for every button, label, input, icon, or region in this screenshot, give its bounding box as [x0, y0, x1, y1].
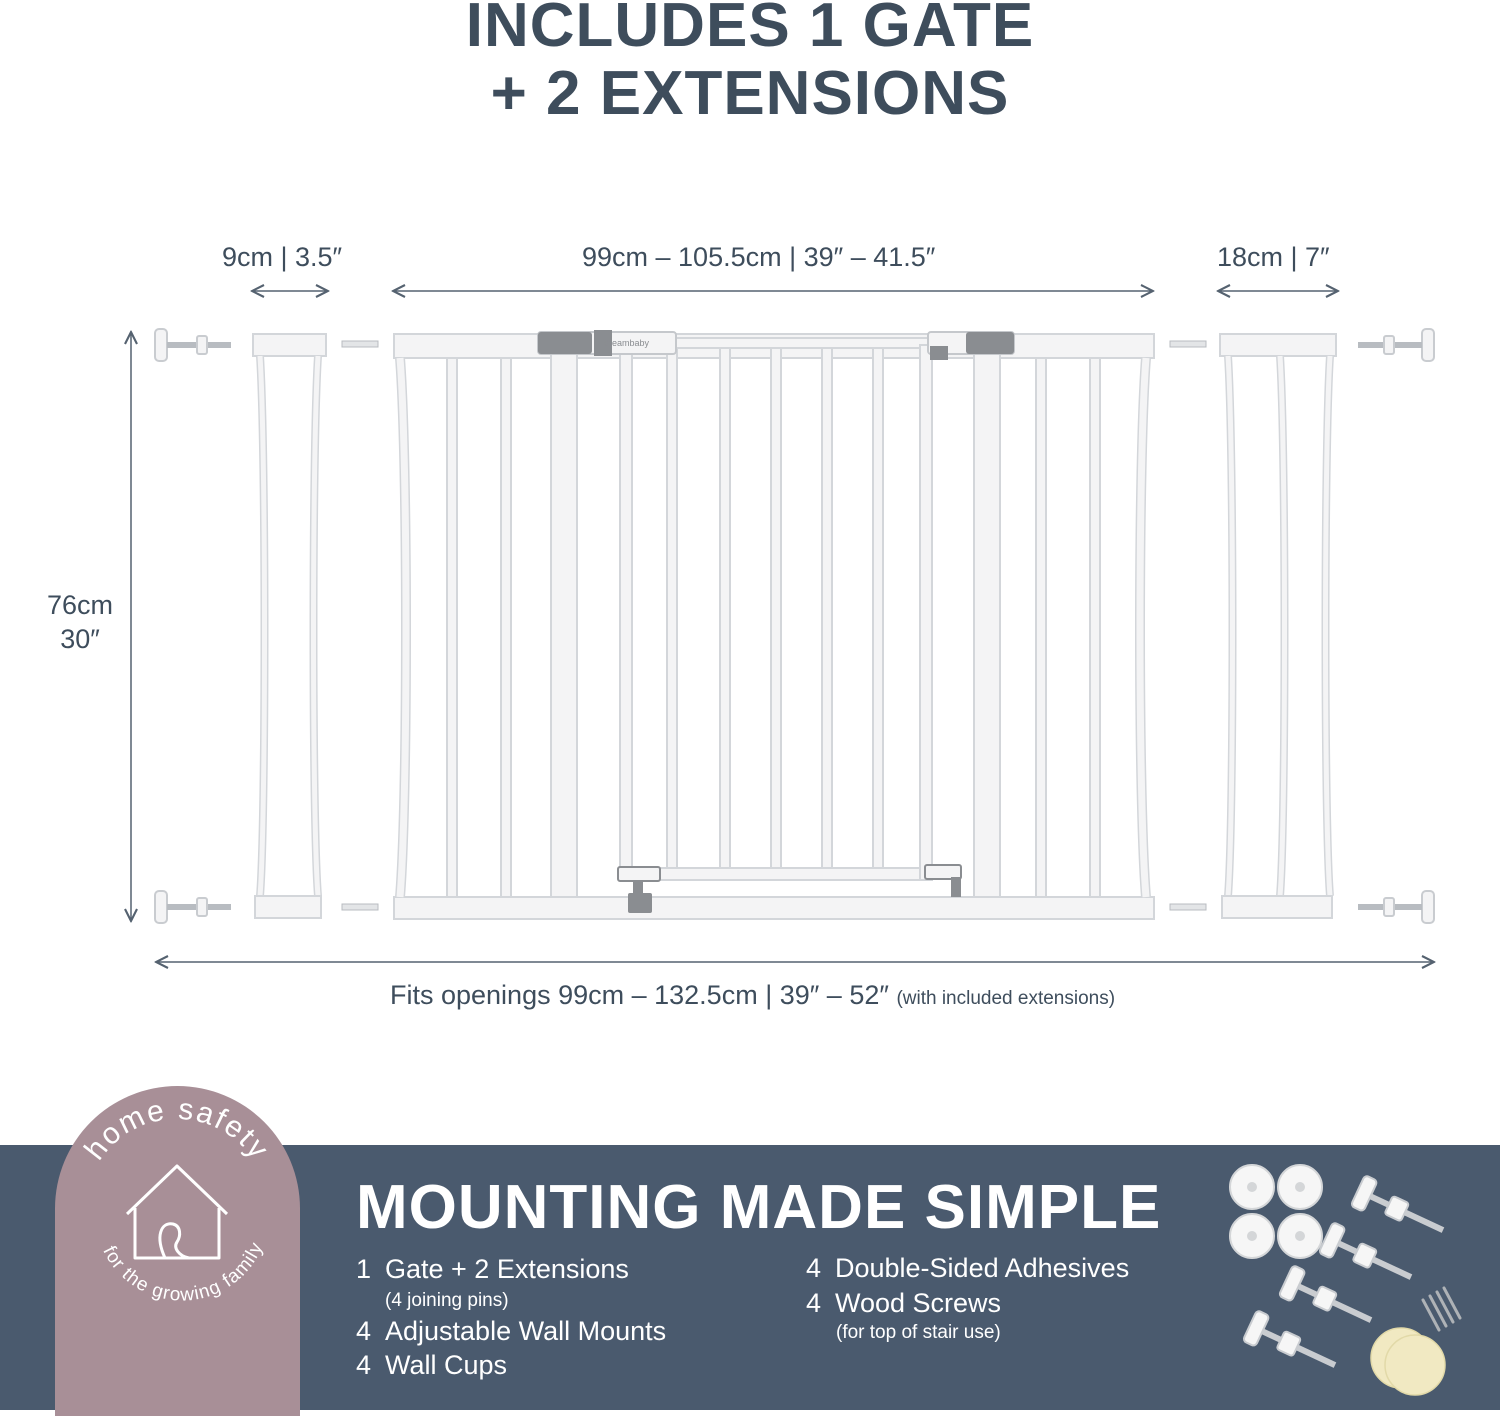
- joining-pin-top-right: [1170, 341, 1206, 347]
- gate-width-label: 99cm – 105.5cm | 39″ – 41.5″: [582, 242, 936, 272]
- item-wood-screws: [806, 1288, 1001, 1319]
- wall-mount-top-right: [1358, 329, 1434, 361]
- item-qty: 4: [806, 1288, 822, 1318]
- item-qty: 4: [356, 1350, 372, 1380]
- item-label: Gate + 2 Extensions: [385, 1254, 629, 1284]
- badge-arc-bottom-text: for the growing family: [98, 1238, 268, 1306]
- joining-pin-top-left: [342, 341, 378, 347]
- wood-screw-icon: [1423, 1288, 1460, 1330]
- headline-line-1: INCLUDES 1 GATE: [465, 0, 1035, 60]
- item-wall-cups: [356, 1350, 507, 1381]
- joining-pin-bottom-left: [342, 904, 378, 910]
- wall-mount-bottom-right: [1358, 891, 1434, 923]
- height-in-label: 30″: [60, 624, 100, 654]
- item-wood-screws-note: (for top of stair use): [836, 1322, 1001, 1343]
- item-label: Double-Sided Adhesives: [835, 1253, 1130, 1283]
- fits-openings-text: Fits openings 99cm – 132.5cm | 39″ – 52″: [390, 980, 889, 1010]
- item-label: Wood Screws: [835, 1288, 1002, 1318]
- right-extension-width-label: 18cm | 7″: [1217, 242, 1330, 272]
- fits-openings-note: (with included extensions): [896, 988, 1116, 1009]
- height-cm-label: 76cm: [46, 590, 114, 620]
- item-qty: 4: [356, 1316, 372, 1346]
- wall-cup-icon: [1230, 1165, 1322, 1258]
- right-extension-panel: [1220, 334, 1336, 918]
- badge-arc-top-text: home safety: [78, 1092, 276, 1167]
- wall-mount-bottom-left: [155, 891, 231, 923]
- mounting-title: MOUNTING MADE SIMPLE: [356, 1173, 1162, 1242]
- adhesive-pad-icon: [1371, 1328, 1445, 1395]
- joining-pin-bottom-right: [1170, 904, 1206, 910]
- item-qty: 1: [356, 1254, 372, 1284]
- item-label: Adjustable Wall Mounts: [385, 1316, 667, 1346]
- wall-mount-top-left: [155, 329, 231, 361]
- left-extension-panel: [253, 334, 326, 918]
- left-extension-width-label: 9cm | 3.5″: [222, 242, 343, 272]
- item-label: Wall Cups: [385, 1350, 508, 1380]
- main-gate: [394, 334, 1154, 919]
- item-gate-extensions: [356, 1254, 629, 1285]
- item-adhesives: [806, 1253, 1129, 1284]
- home-safety-badge: [55, 1086, 300, 1416]
- item-wall-mounts: [356, 1316, 666, 1347]
- item-gate-extensions-note: (4 joining pins): [385, 1290, 509, 1311]
- house-heart-icon: [127, 1166, 227, 1258]
- hardware-illustration: [1225, 1160, 1490, 1400]
- item-qty: 4: [806, 1253, 822, 1283]
- badge-graphic: [55, 1086, 300, 1416]
- brand-logo: dreambaby: [604, 338, 650, 348]
- headline-line-2: + 2 EXTENSIONS: [490, 59, 1010, 128]
